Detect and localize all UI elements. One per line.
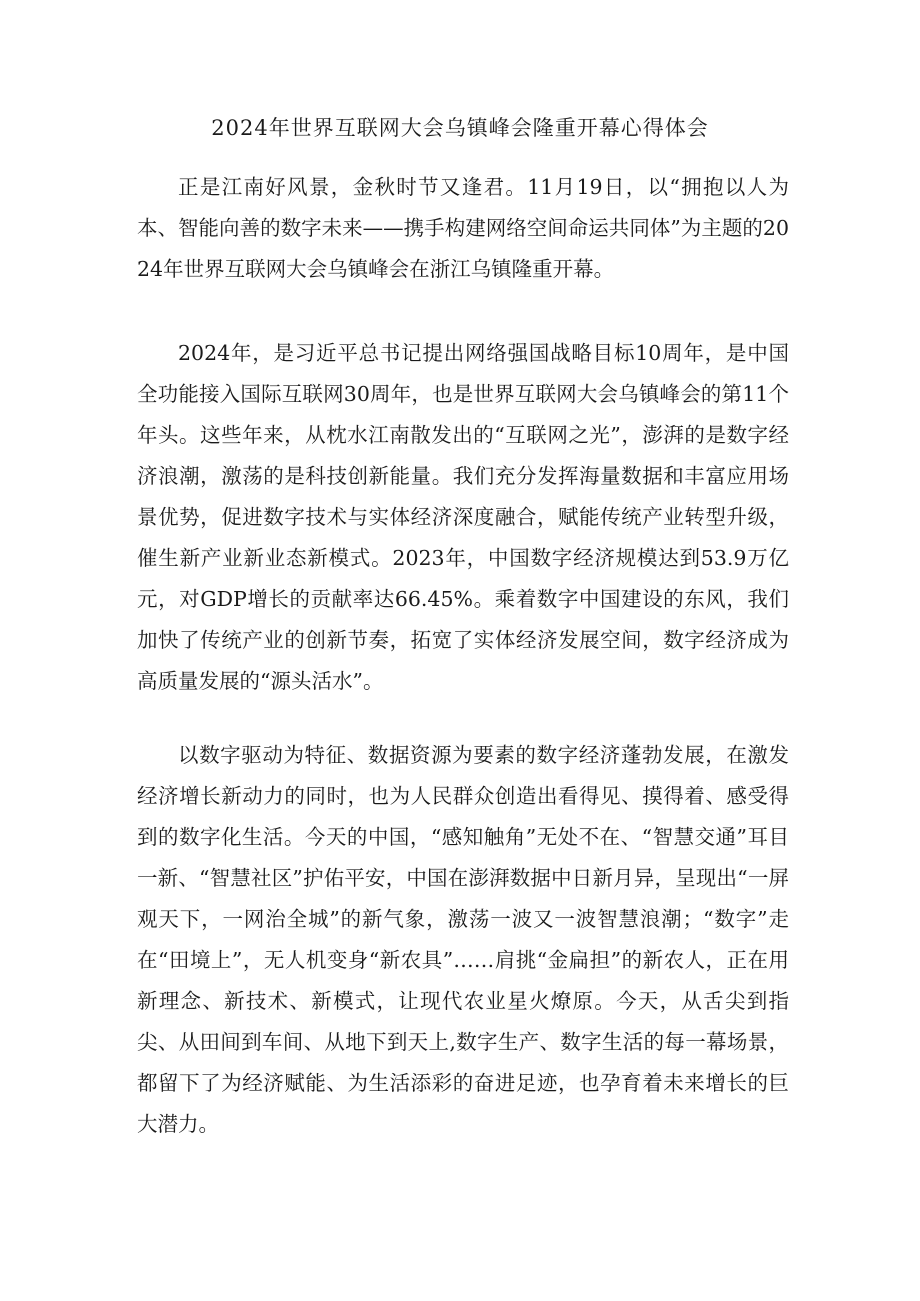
paragraph-3: 以数字驱动为特征、数据资源为要素的数字经济蓬勃发展，在激发经济增长新动力的同时，也为人民群众创造出看得见、摸得着、感受得到的数字化生活。今天的中国，“感知触角”无处不在、“智慧交通”耳目一新、“智慧社区”护佑平安，中国在澎湃数据中日新月异，呈现出“一屏观天下，一网治全城”的新气象，激荡一波又一波智慧浪潮；“数字”走在“田境上”，无人机变身“新农具”……肩挑“金扁担”的新农人，正在用新理念、新技术、新模式，让现代农业星火燎原。今天，从舌尖到指尖、从田间到车间、从地下到天上,数字生产、数字生活的每一幕场景，都留下了为经济赋能、为生活添彩的奋进足迹，也孕育着未来增长的巨大潜力。 [137, 743, 789, 1136]
paragraph-1: 正是江南好风景，金秋时节又逢君。11月19日，以“拥抱以人为本、智能向善的数字未来——携手构建网络空间命运共同体”为主题的2024年世界互联网大会乌镇峰会在浙江乌镇隆重开幕。 [137, 175, 789, 281]
paragraph-2: 2024年，是习近平总书记提出网络强国战略目标10周年，是中国全功能接入国际互联网30周年，也是世界互联网大会乌镇峰会的第11个年头。这些年来，从枕水江南散发出的“互联网之光”，澎湃的是数字经济浪潮，激荡的是科技创新能量。我们充分发挥海量数据和丰富应用场景优势，促进数字技术与实体经济深度融合，赋能传统产业转型升级，催生新产业新业态新模式。2023年，中国数字经济规模达到53.9万亿元，对GDP增长的贡献率达66.45%。乘着数字中国建设的东风，我们加快了传统产业的创新节奏，拓宽了实体经济发展空间，数字经济成为高质量发展的“源头活水”。 [137, 341, 789, 693]
document-title: 2024年世界互联网大会乌镇峰会隆重开幕心得体会 [211, 116, 709, 140]
